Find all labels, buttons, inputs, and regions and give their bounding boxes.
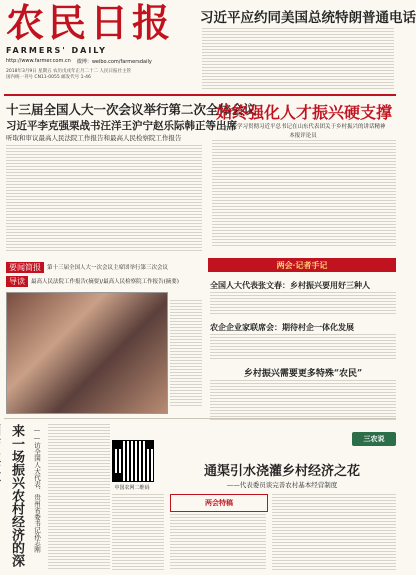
masthead-registration: 国内统一刊号 CN11-0055 邮发代号 1-46 (6, 75, 91, 80)
masthead-rule (4, 94, 396, 96)
mid-story-2-body (210, 334, 396, 360)
top-story-body (202, 28, 394, 90)
brief-tag: 要闻简报 (6, 262, 44, 273)
mid-story-2[interactable]: 农企企业家联席会：期待村企一体化发展 (210, 322, 354, 332)
lead-kicker[interactable]: 十三届全国人大一次会议举行第二次全体会议 (6, 102, 257, 117)
feature-byline: 本报评论员 (289, 133, 317, 139)
masthead-issue: 2018年3月9日 星期五 农历戊戌年正月二十二 人民日报社主管 (6, 69, 131, 74)
lead-body (6, 145, 202, 253)
column-logo-text: 三农说 (363, 434, 385, 443)
brief-text: 最高人民法院工作报告(摘要)/最高人民检察院工作报告(摘要) (31, 279, 179, 285)
mid-story-3[interactable]: 乡村振兴需要更多特殊“农民” (243, 369, 363, 379)
brief-text: 第十三届全国人大一次会议主席团举行第三次会议 (47, 265, 169, 271)
bottom-column-tag-text: 两会特稿 (205, 498, 233, 507)
masthead (6, 0, 198, 80)
lead-headline[interactable]: 习近平李克强栗战书汪洋王沪宁赵乐际韩正等出席 (6, 120, 237, 132)
photo-caption (170, 300, 202, 408)
mid-banner (208, 258, 396, 272)
brief-row-1[interactable] (6, 262, 204, 272)
mid-story-1[interactable]: 全国人大代表张文春：乡村振兴要用好三种人 (210, 280, 370, 290)
bottom-body-left (170, 514, 266, 570)
feature-body (212, 140, 396, 248)
feature-subhead: ——论学习贯彻习近平总书记在山东代表团关于乡村振兴的讲话精神 (220, 124, 386, 130)
interview-body (48, 424, 110, 570)
bottom-subhead: ——代表委员谈完善农村基本经营制度 (226, 481, 338, 489)
bottom-body-right (272, 494, 396, 570)
masthead-weibo[interactable]: 微博：weibo.com/farmersdaily (76, 59, 152, 65)
lower-left-body (112, 494, 164, 570)
vertical-subtitle: ——访全国人大代表、贵州省委书记孙志刚 (33, 426, 41, 553)
vertical-title[interactable]: 来一场振兴农村经济的深 (9, 424, 24, 567)
column-logo (352, 432, 396, 446)
lead-photo[interactable] (6, 292, 168, 414)
mid-story-3-body (210, 380, 396, 420)
masthead-website[interactable]: http://www.farmer.com.cn (6, 58, 71, 64)
bottom-headline[interactable]: 通渠引水浇灌乡村经济之花 (203, 464, 360, 479)
section-divider (4, 418, 396, 419)
qr-caption: 中国农网二维码 (114, 485, 150, 491)
brief-row-2[interactable] (6, 276, 204, 286)
top-headline[interactable]: 习近平应约同美国总统特朗普通电话 (200, 10, 416, 26)
qr-code[interactable] (112, 440, 154, 482)
lead-subhead: 听取和审议最高人民法院工作报告和最高人民检察院工作报告 (6, 134, 182, 142)
mid-banner-text: 两会·记者手记 (276, 259, 328, 270)
brief-tag: 导读 (6, 276, 28, 287)
mid-story-1-body (210, 292, 396, 316)
masthead-english: FARMERS' DAILY (6, 46, 107, 55)
masthead-title: 农民日报 (6, 0, 175, 45)
feature-headline[interactable]: 始终强化人才振兴硬支撑 (215, 103, 392, 122)
bottom-column-tag (170, 494, 268, 512)
